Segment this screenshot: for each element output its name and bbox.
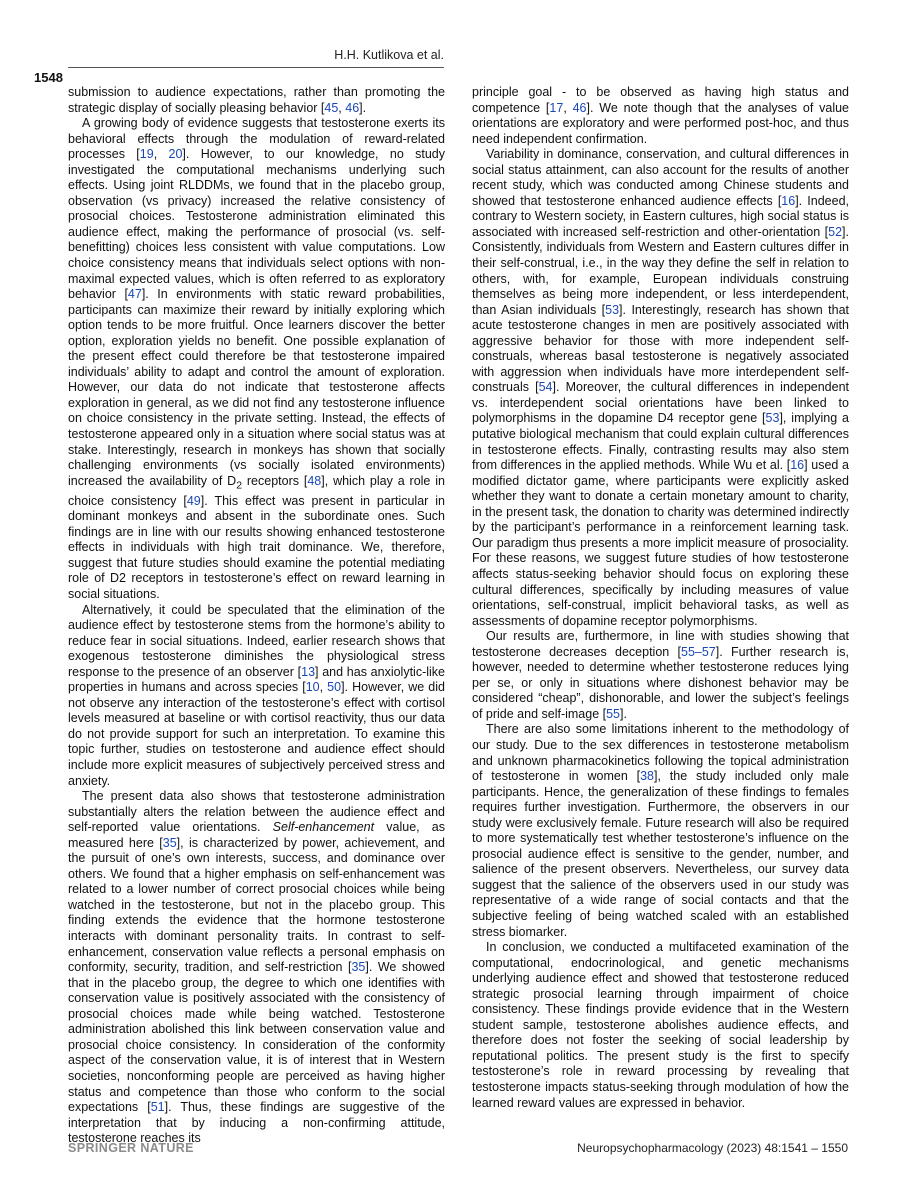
citation-link[interactable]: 50 xyxy=(327,680,342,695)
paragraph xyxy=(68,85,445,116)
running-head: H.H. Kutlikova et al. xyxy=(334,48,444,62)
citation-link[interactable]: 20 xyxy=(168,147,183,162)
citation-link[interactable]: 46 xyxy=(572,100,587,115)
text-run: , xyxy=(319,680,328,695)
paragraph xyxy=(472,629,849,722)
text-run: In conclusion, we conducted a multifaceted examination of the computational, endocrinological, and genetic mechanisms underlying audience effect and showed that testosterone reduced strategic prosocial learning through impairment of choice consistency. These findings provide evidence that in the Western student sample, testosterone abolishes audience effects, and therefore does not foster the seeking of social leadership by reputational politics. The present study is the first to specify testosterone’s role in reward processing by revealing that testosterone impacts status-seeking through modulation of how the learned reward values are expressed in behavior. xyxy=(472,940,849,1110)
text-run: ]. Interestingly, research has shown that acute testosterone changes in men are positively associated with aggressive behavior for those with more independent self-construals, whereas basal testosterone is negatively associated with aggression when individuals have more interdependent self-construals [ xyxy=(472,302,849,395)
citation-link[interactable]: 10 xyxy=(305,680,320,695)
text-run: ], the study included only male participants. Hence, the generalization of these findings to females requires further investigation. Furthermore, the observers in our study were exclusively female. Future research will also be required to more systematically test whether testosterone’s influence on the prosocial audience effect is sensitive to the gender, number, and salience of the present observers. Nevertheless, our survey data suggest that the salience of the observers used in our study was representative of a wide range of social contacts and that the subjective feeling of being watched scaled with an established stress biomarker. xyxy=(472,769,850,939)
text-run: ] used a modified dictator game, where participants were explicitly asked whether they want to donate a certain monetary amount to charity, in the present task, the donation to charity was determined indirectly by the participant’s performance in a reinforcement learning task. Our paradigm thus presents a more implicit measure of prosociality. For these reasons, we suggest future studies of how testosterone affects status-seeking behavior should focus on exploring these cultural differences, specifically by including measures of value orientations, self-construal, implicit behavioral tasks, as well as assessments of dopamine receptor polymorphisms. xyxy=(472,458,849,628)
text-run: ], implying a putative biological mechanism that could explain cultural differences in testosterone effects. Finally, contrasting results may also stem from differences in the applied methods. While Wu et al. [ xyxy=(472,411,849,473)
text-run: ]. We note though that the analyses of value orientations are exploratory and were performed post-hoc, and thus need independent confirmation. xyxy=(472,100,849,146)
text-run: principle goal - to be observed as having high status and competence [ xyxy=(472,85,849,115)
citation-link[interactable]: 38 xyxy=(640,769,654,784)
text-run: ]. xyxy=(359,100,367,115)
text-run: ]. Moreover, the cultural differences in independent vs. interdependent social orientations have been linked to polymorphisms in the dopamine D4 receptor gene [ xyxy=(472,380,850,426)
citation-link[interactable]: 46 xyxy=(345,100,360,115)
text-run: Our results are, furthermore, in line with studies showing that testosterone decreases deception [ xyxy=(472,629,849,659)
citation-link[interactable]: 48 xyxy=(307,473,322,488)
text-run: ], is characterized by power, achievement, and the pursuit of one’s own interests, success, and dominance over others. We found that a higher emphasis on self-enhancement was related to a lower number of correct prosocial choices while being watched in the testosterone, but not in the placebo group. This finding extends the evidence that the hormone testosterone interacts with dominant personality traits. In contrast to self-enhancement, conservation value reflects a personal emphasis on conformity, security, tradition, and self-restriction [ xyxy=(68,835,445,975)
citation-link[interactable]: 16 xyxy=(781,193,796,208)
right-column xyxy=(472,85,849,1111)
paragraph xyxy=(68,116,445,602)
paragraph xyxy=(68,603,445,790)
text-run: ]. However, to our knowledge, no study investigated the computational mechanisms underlying such effects. Using joint RLDDMs, we found that in the placebo group, observation (vs privacy) increased the relative consistency of prosocial choices. Testosterone administration eliminated this audience effect, making the performance of prosocial (vs. self-benefitting) choices less consistent with value computations. Low choice consistency means that individuals select options with non-maximal expected values, which is often referred to as exploratory behavior [ xyxy=(68,147,445,302)
header-rule xyxy=(68,67,444,68)
citation-link[interactable]: 45 xyxy=(324,100,339,115)
citation-link[interactable]: 51 xyxy=(150,1100,165,1115)
citation-link[interactable]: 49 xyxy=(186,493,201,508)
subscript-text: 2 xyxy=(236,480,242,492)
text-run: , xyxy=(153,147,169,162)
text-run: ]. Indeed, contrary to Western society, in Eastern cultures, high social status is associated with increased self-restriction and other-orientation [ xyxy=(472,193,849,239)
publisher-logo: SPRINGER NATURE xyxy=(68,1141,194,1155)
text-run: The present data also shows that testosterone administration substantially alters the relation between the audience effect and self-reported value orientations. xyxy=(68,789,445,835)
citation-link[interactable]: 17 xyxy=(549,100,564,115)
paragraph xyxy=(472,940,849,1111)
page-number: 1548 xyxy=(34,70,63,85)
text-run: ]. We showed that in the placebo group, the degree to which one identifies with conservation value is positively associated with the consistency of prosocial choices made while being watched. Testosterone administration abolished this link between conservation value and prosocial choice consistency. In consideration of the conformity aspect of the conservation value, it is of interest that in Western societies, nonconforming people are perceived as having higher status and competence than those who conform to the social expectations [ xyxy=(68,960,445,1115)
text-run: , xyxy=(563,100,573,115)
citation-link[interactable]: 53 xyxy=(605,302,620,317)
text-run: ]. Further research is, however, needed to determine whether testosterone reduces lying per se, or only in situations where dishonest behavior may be considered “cheap”, dishonorable, and lower the subject’s feelings of pride and self-image [ xyxy=(472,644,849,721)
paragraph xyxy=(472,722,849,940)
text-run: ]. This effect was present in particular in dominant monkeys and absent in the subordinate ones. Such findings are in line with our results showing enhanced testosterone effects in individuals with high trait dominance. We, therefore, suggest that future studies should examine the potential mediating role of D2 receptors in testosterone’s effect on reward learning in social situations. xyxy=(68,493,445,601)
text-run: submission to audience expectations, rather than promoting the strategic display of socially pleasing behavior [ xyxy=(68,85,445,115)
citation-link[interactable]: 54 xyxy=(538,380,553,395)
citation-link[interactable]: 52 xyxy=(828,224,843,239)
text-run: ]. However, we did not observe any interaction of the testosterone’s effect with cortisol levels measured at baseline or with cortisol reactivity, thus our data do not provide support for such an interpretation. To examine this topic further, studies on testosterone and audience effect should include more explicit measures of subjectively perceived stress and anxiety. xyxy=(68,680,445,788)
text-run: , xyxy=(338,100,346,115)
citation-link[interactable]: 47 xyxy=(127,287,142,302)
text-run: A growing body of evidence suggests that testosterone exerts its behavioral effects through the modulation of reward-related processes [ xyxy=(68,116,445,162)
paragraph xyxy=(472,85,849,147)
text-run: There are also some limitations inherent to the methodology of our study. Due to the sex differences in testosterone metabolism and unknown pharmacokinetics following the topical administration of testosterone in women [ xyxy=(472,722,849,784)
paragraph xyxy=(68,789,445,1147)
text-run: receptors [ xyxy=(242,473,308,488)
journal-citation: Neuropsychopharmacology (2023) 48:1541 – 1550 xyxy=(577,1141,848,1155)
emphasis-text: Self-enhancement xyxy=(272,820,375,835)
citation-link[interactable]: 53 xyxy=(765,411,780,426)
citation-link[interactable]: 35 xyxy=(162,835,177,850)
text-run: Alternatively, it could be speculated that the elimination of the audience effect by testosterone stems from the hormone’s ability to reduce fear in social situations. Indeed, earlier research shows that exogenous testosterone diminishes the physiological stress response to the presence of an observer [ xyxy=(68,602,445,679)
citation-link[interactable]: 55 xyxy=(606,706,621,721)
citation-link[interactable]: 19 xyxy=(139,147,154,162)
paragraph xyxy=(472,147,849,629)
text-run: ]. Consistently, individuals from Western and Eastern cultures differ in their self-construal, i.e., in the way they define the self in relation to others, with, for example, European individuals construing themselves as being more independent, or less interdependent, than Asian individuals [ xyxy=(472,224,849,317)
text-run: ] and has anxiolytic-like properties in humans and across species [ xyxy=(68,664,446,695)
text-run: ]. xyxy=(620,706,627,721)
text-run: ]. In environments with static reward probabilities, participants can maximize their reward by initially exploring which option tends to be more fruitful. Once learners discover the better option, exploration yields no benefit. One possible explanation of the present effect could therefore be that testosterone impaired individuals’ ability to adapt and control the amount of exploration. However, our data do not indicate that testosterone affects exploration in general, as we did not find any testosterone influence on choice consistency in the private setting. Instead, the effects of testosterone appeared only in a situation where social status was at stake. Interestingly, research in monkeys has shown that socially challenging environments (vs socially isolated environments) increased the availability of D xyxy=(68,287,445,488)
text-run: Variability in dominance, conservation, and cultural differences in social status attainment, can also account for the results of another recent study, which was conducted among Chinese students and showed that testosterone enhanced audience effects [ xyxy=(472,147,849,208)
citation-link[interactable]: 16 xyxy=(790,458,805,473)
citation-link[interactable]: 13 xyxy=(301,664,316,679)
text-run: ]. Thus, these findings are suggestive of the interpretation that by inducing a non-confirming attitude, testosterone reaches its xyxy=(68,1100,445,1146)
citation-link[interactable]: 35 xyxy=(351,960,366,975)
citation-link[interactable]: 55–57 xyxy=(681,644,716,659)
text-run: ], which play a role in choice consistency [ xyxy=(68,473,445,508)
text-run: value, as measured here [ xyxy=(68,820,445,850)
left-column xyxy=(68,85,445,1147)
